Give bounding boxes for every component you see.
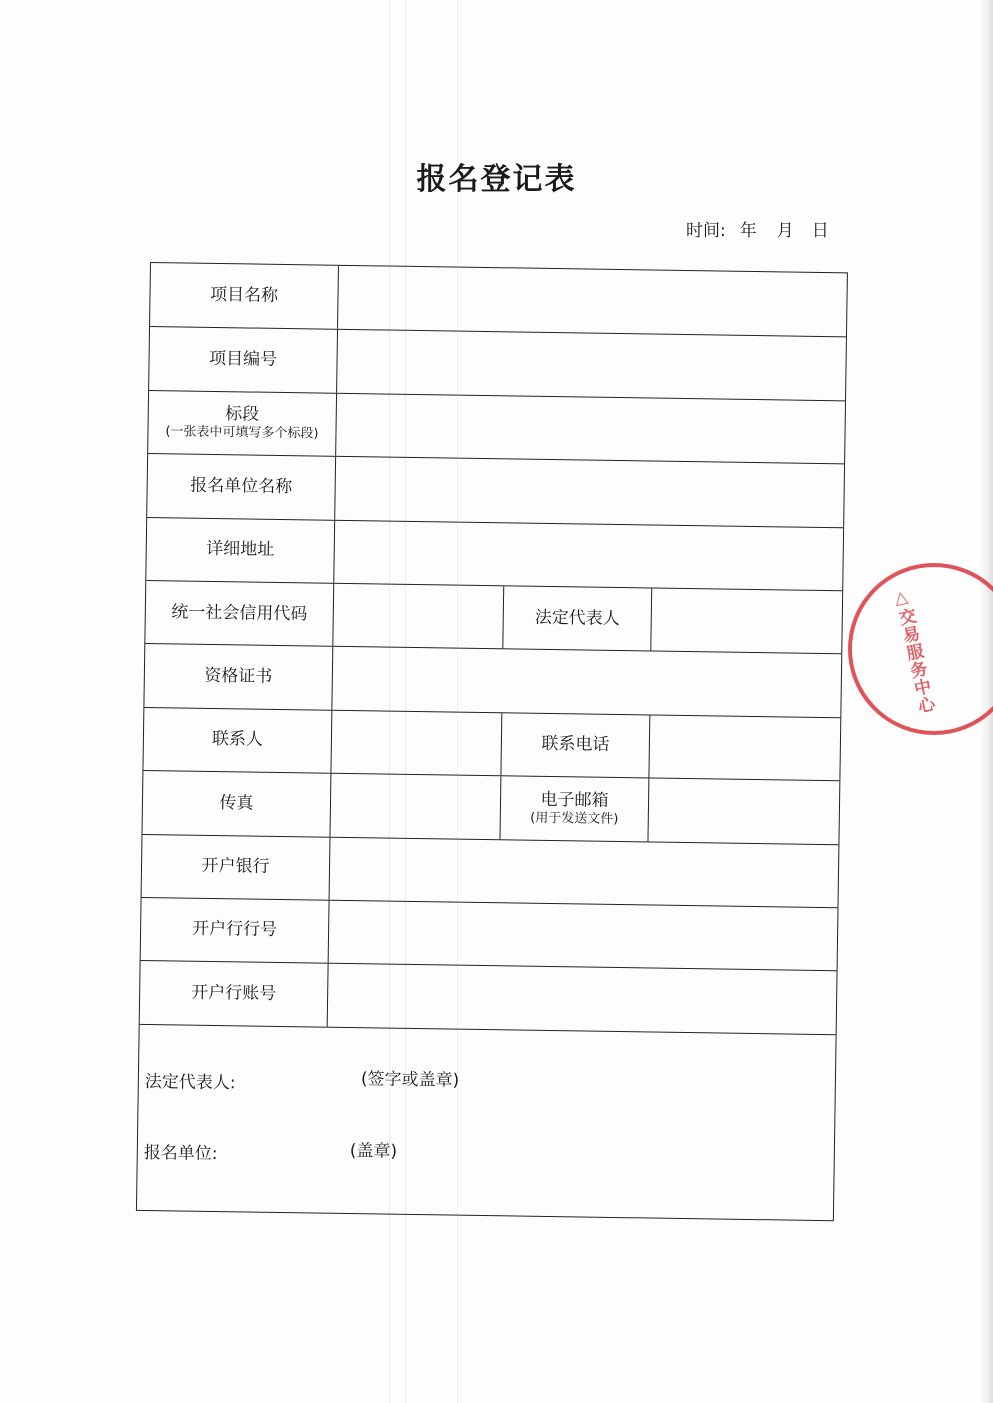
contact-phone-field[interactable]: [649, 715, 840, 780]
credit-code-field[interactable]: [333, 584, 504, 649]
bank-no-label: 开户行行号: [141, 898, 330, 963]
email-label-cell: [500, 776, 649, 841]
project-name-field[interactable]: [338, 266, 847, 337]
section-label-cell: [148, 391, 337, 456]
date-month: 月: [776, 221, 794, 241]
form-title: 报名登记表: [416, 162, 577, 197]
credit-code-label: 统一社会信用代码: [145, 581, 334, 646]
row-company-name: [147, 453, 844, 527]
date-year: 年: [739, 221, 757, 241]
fax-label: 传真: [143, 771, 332, 836]
email-field[interactable]: [648, 779, 839, 844]
legal-rep-sign-label: 法定代表人:: [144, 1071, 236, 1094]
section-note: (一张表中可填写多个标段): [165, 424, 319, 442]
company-sign-label: 报名单位:: [143, 1142, 218, 1164]
registration-form-table: [136, 262, 848, 1221]
fax-field[interactable]: [331, 774, 502, 839]
row-account-no: [140, 960, 837, 1034]
date-day: 日: [811, 221, 829, 241]
project-no-field[interactable]: [337, 330, 846, 400]
legal-rep-field[interactable]: [651, 588, 842, 653]
email-label: 电子邮箱: [540, 789, 609, 811]
row-section: [148, 390, 845, 464]
row-contact: [143, 707, 840, 781]
company-name-label: 报名单位名称: [147, 454, 336, 519]
account-no-label: 开户行账号: [140, 961, 329, 1026]
row-project-no: [149, 326, 846, 400]
section-label: 标段: [225, 404, 260, 425]
section-field[interactable]: [336, 394, 845, 464]
bank-no-field[interactable]: [329, 901, 838, 971]
company-name-field[interactable]: [335, 457, 844, 527]
qualification-label: 资格证书: [144, 644, 333, 709]
bank-label: 开户银行: [142, 834, 331, 899]
qualification-field[interactable]: [332, 647, 841, 717]
address-field[interactable]: [334, 520, 843, 590]
row-fax: [143, 770, 840, 844]
bank-field[interactable]: [330, 837, 839, 907]
company-sign-note: (盖章): [349, 1140, 398, 1162]
row-bank-no: [141, 897, 838, 971]
row-address: [146, 517, 843, 591]
legal-rep-sign-note: (签字或盖章): [360, 1068, 460, 1091]
row-credit-code: [145, 580, 842, 654]
row-qualification: [144, 643, 841, 717]
email-note: (用于发送文件): [530, 810, 619, 827]
address-label: 详细地址: [146, 518, 335, 583]
row-bank: [142, 833, 839, 907]
contact-label: 联系人: [143, 708, 332, 773]
contact-field[interactable]: [331, 710, 502, 775]
contact-phone-label: 联系电话: [501, 713, 650, 778]
red-seal-text: △交易服务中心: [889, 586, 936, 717]
project-name-label: 项目名称: [150, 263, 339, 329]
date-label: 时间:: [686, 221, 726, 241]
date-line: [686, 216, 829, 241]
signature-area: [137, 1024, 836, 1220]
account-no-field[interactable]: [328, 964, 837, 1034]
project-no-label: 项目编号: [149, 327, 338, 392]
legal-rep-label: 法定代表人: [503, 586, 652, 651]
row-project-name: [150, 263, 847, 337]
